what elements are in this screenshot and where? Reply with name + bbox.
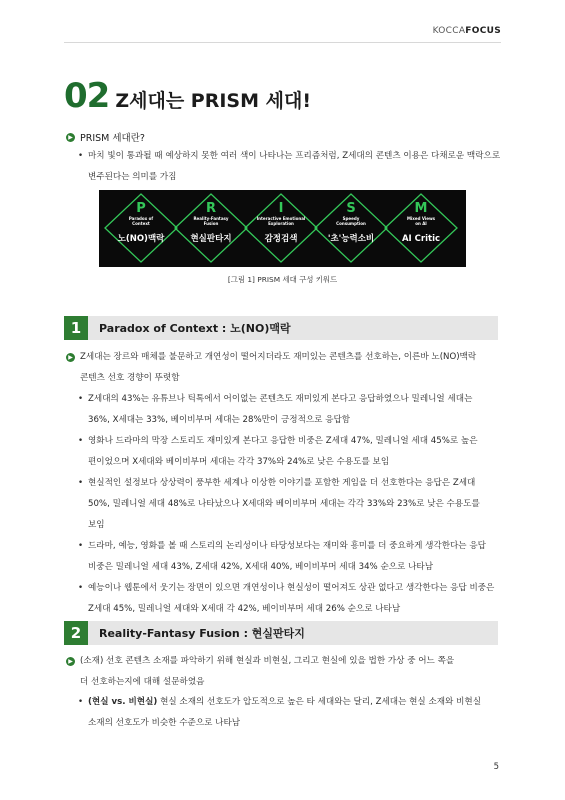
chapter-heading	[64, 76, 311, 116]
section1-lead-line1: Z세대는 장르와 매체를 불문하고 개연성이 떨어지더라도 재미있는 콘텐츠를 선호하는, 이른바 노(NO)맥락	[80, 352, 477, 362]
bullet-line: 편이었으며 X세대와 베이비부머 세대는 각각 37%와 24%로 낮은 수용도를 보임	[88, 457, 390, 467]
bullet-line: 50%, 밀레니얼 세대 48%로 나타났으나 X세대와 베이비부머 세대는 각각 33%와 23%로 낮은 수용도를	[88, 499, 480, 509]
prism-letter-i: I	[278, 201, 284, 216]
bullet-line: 보임	[88, 520, 105, 530]
prism-label-s: '초'능력소비	[327, 234, 375, 244]
page-number: 5	[493, 762, 499, 772]
arrow-bullet-icon: ▶	[66, 657, 75, 666]
prism-diagram	[99, 190, 466, 267]
prism-label-i: 감정검색	[264, 234, 298, 244]
bullet-line: 소재의 선호도가 비슷한 수준으로 나타남	[88, 718, 241, 728]
arrow-bullet-icon: ▶	[66, 353, 75, 362]
section1-bullet-2	[78, 431, 511, 473]
intro-question-text: PRISM 세대란?	[80, 133, 145, 144]
prism-label-m: AI Critic	[401, 234, 441, 244]
section1-bullet-1	[78, 389, 511, 431]
section2-title: Reality-Fantasy Fusion : 현실판타지	[99, 627, 305, 640]
section1-bullet-3	[78, 473, 511, 536]
bullet-line: Z세대의 43%는 유튜브나 틱톡에서 어이없는 콘텐츠도 재미있게 본다고 응답하였으나 밀레니얼 세대는	[88, 394, 473, 404]
prism-sub-s-2: Consumption	[336, 221, 366, 226]
section2-number: 2	[64, 621, 88, 645]
prism-letter-m: M	[414, 201, 428, 216]
section2-lead-line1: (소재) 선호 콘텐츠 소재를 파악하기 위해 현실과 비현실, 그리고 현실에 있을 법한 가상 중 어느 쪽을	[80, 656, 455, 666]
figure-caption: [그림 1] PRISM 세대 구성 키워드	[227, 275, 338, 284]
prism-sub-r-2: Fusion	[203, 221, 219, 226]
bullet-line: 드라마, 예능, 영화를 볼 때 스토리의 논리성이나 타당성보다는 재미와 흥미를 더 중요하게 생각한다는 응답	[88, 541, 486, 551]
section1-number: 1	[64, 316, 88, 340]
section2-lead	[66, 651, 500, 693]
prism-letter-p: P	[136, 201, 146, 216]
brand-bold: FOCUS	[465, 26, 501, 36]
bullet-line: 36%, X세대는 33%, 베이비부머 세대는 28%만이 긍정적으로 응답함	[88, 415, 351, 425]
prism-sub-s-1: Speedy	[342, 216, 360, 221]
chapter-number: 02	[64, 76, 110, 116]
bullet-line: 현실 소재의 선호도가 압도적으로 높은 타 세대와는 달리, Z세대는 현실 소재와 비현실	[157, 697, 481, 707]
intro-bullet-line1: 마치 빛이 통과될 때 예상하지 못한 여러 색이 나타나는 프리즘처럼, Z세대의 콘텐츠 이용은 다채로운 맥락으로	[88, 151, 501, 161]
bullet-line: 현실적인 설정보다 상상력이 풍부한 세계나 이상한 이야기를 포함한 게임을 더 선호한다는 응답은 Z세대	[88, 478, 476, 488]
bullet-bold-lead: (현실 vs. 비현실)	[88, 697, 158, 707]
prism-sub-r-1: Reality-Fantasy	[193, 216, 229, 221]
intro-bullet-line2: 변주된다는 의미를 가짐	[88, 172, 177, 182]
chapter-title: Z세대는 PRISM 세대!	[115, 90, 311, 112]
prism-sub-p-1: Paradox of	[128, 216, 154, 221]
section1-title: Paradox of Context : 노(NO)맥락	[99, 322, 291, 335]
brand-thin: KOCCA	[432, 26, 466, 36]
prism-letter-r: R	[205, 201, 217, 216]
section1-bullet-4	[78, 536, 511, 578]
prism-sub-i-1: Interactive Emotional	[256, 216, 306, 221]
intro-bullet	[78, 146, 511, 188]
brand-logo	[433, 26, 501, 36]
arrow-bullet-icon: ▶	[66, 133, 75, 142]
prism-label-r: 현실판타지	[190, 234, 232, 244]
section1-bullet-5	[78, 578, 511, 620]
prism-label-p: 노(NO)맥락	[117, 234, 165, 244]
prism-sub-i-2: Exploration	[268, 221, 294, 226]
prism-figure	[99, 190, 466, 267]
intro-question	[66, 130, 145, 144]
prism-letter-s: S	[346, 201, 356, 216]
section1-header	[64, 316, 498, 340]
prism-sub-m-1: Mixed Views	[406, 216, 436, 221]
prism-sub-p-2: Context	[132, 221, 150, 226]
prism-sub-m-2: on AI	[415, 221, 427, 226]
section2-header	[64, 621, 498, 645]
section2-lead-line2: 더 선호하는지에 대해 설문하였음	[80, 677, 205, 687]
section2-bullet-1	[78, 692, 511, 734]
section1-lead	[66, 347, 500, 389]
bullet-line: 비중은 밀레니얼 세대 43%, Z세대 42%, X세대 40%, 베이비부머 세대 34% 순으로 나타남	[88, 562, 433, 572]
bullet-line: 영화나 드라마의 막장 스토리도 재미있게 본다고 응답한 비중은 Z세대 47%, 밀레니얼 세대 45%로 높은	[88, 436, 478, 446]
header-divider	[64, 42, 501, 43]
section1-lead-line2: 콘텐츠 선호 경향이 뚜렷함	[80, 373, 180, 383]
bullet-line: Z세대 45%, 밀레니얼 세대와 X세대 각 42%, 베이비부머 세대 26% 순으로 나타남	[88, 604, 401, 614]
bullet-line: 예능이나 웹툰에서 웃기는 장면이 있으면 개연성이나 현실성이 떨어져도 상관 없다고 생각한다는 응답 비중은	[88, 583, 495, 593]
